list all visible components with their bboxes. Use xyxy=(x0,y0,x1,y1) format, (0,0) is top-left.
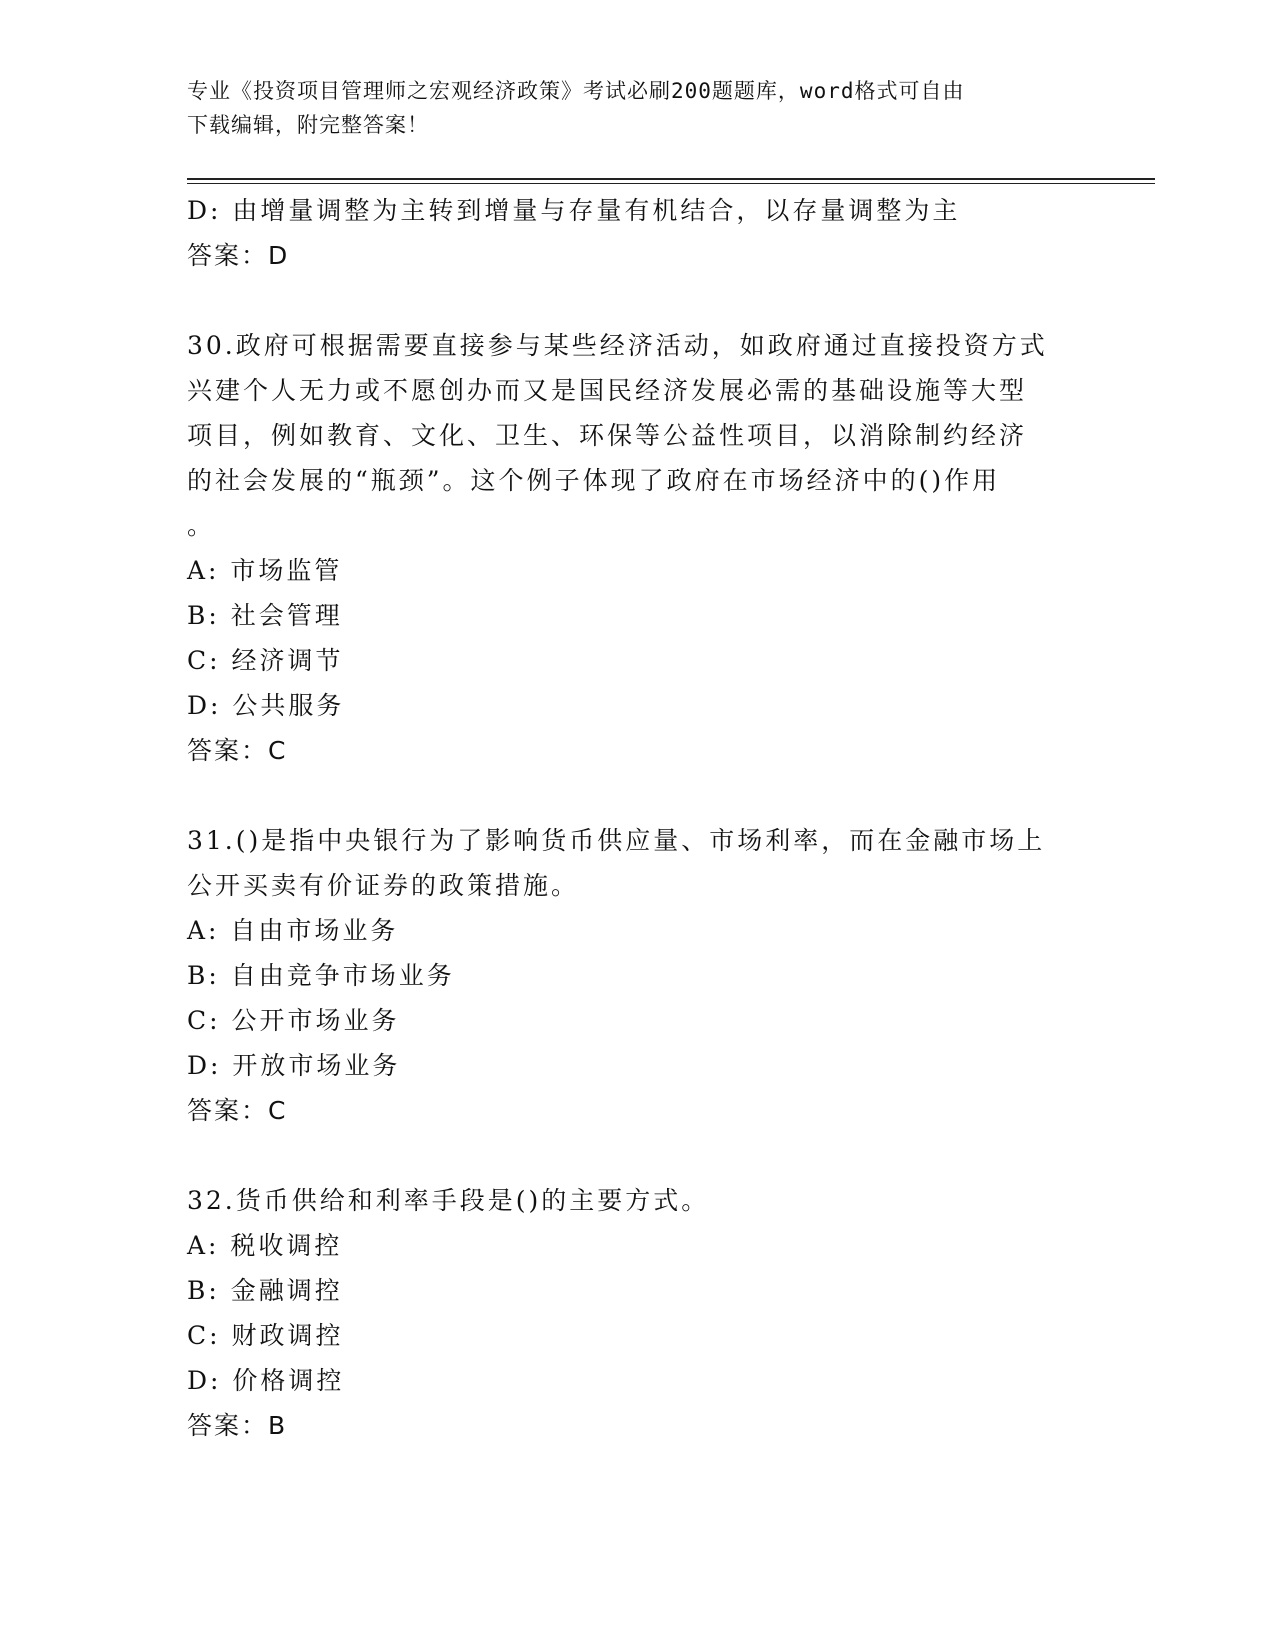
question-text-line: 的社会发展的“瓶颈”。这个例子体现了政府在市场经济中的()作用 xyxy=(187,466,1001,495)
document-header xyxy=(187,74,1067,142)
option-c: C: 经济调节 xyxy=(187,646,344,675)
header-line-2: 下载编辑，附完整答案！ xyxy=(187,113,429,137)
question-31 xyxy=(187,818,1087,1133)
option-a: A: 自由市场业务 xyxy=(187,916,399,945)
carryover-block xyxy=(187,188,1087,278)
option-b: B: 社会管理 xyxy=(187,601,343,630)
header-rule-thick xyxy=(187,178,1155,180)
question-text-line: 32.货币供给和利率手段是()的主要方式。 xyxy=(187,1186,710,1215)
header-line-1: 专业《投资项目管理师之宏观经济政策》考试必刷200题题库，word格式可自由 xyxy=(187,79,965,103)
spacer xyxy=(187,1133,1087,1178)
question-32 xyxy=(187,1178,1087,1448)
spacer xyxy=(187,278,1087,323)
question-text-line: 项目，例如教育、文化、卫生、环保等公益性项目，以消除制约经济 xyxy=(187,421,1028,450)
option-d: D: 价格调控 xyxy=(187,1366,345,1395)
question-30 xyxy=(187,323,1087,773)
option-d: D: 由增量调整为主转到增量与存量有机结合，以存量调整为主 xyxy=(187,196,961,225)
option-a: A: 市场监管 xyxy=(187,556,343,585)
header-rule-thin xyxy=(187,183,1155,184)
spacer xyxy=(187,773,1087,818)
answer-line: 答案：D xyxy=(187,241,290,270)
option-c: C: 财政调控 xyxy=(187,1321,344,1350)
option-d: D: 开放市场业务 xyxy=(187,1051,401,1080)
question-text-line: 兴建个人无力或不愿创办而又是国民经济发展必需的基础设施等大型 xyxy=(187,376,1028,405)
question-text-line: 公开买卖有价证券的政策措施。 xyxy=(187,871,580,900)
option-b: B: 金融调控 xyxy=(187,1276,343,1305)
option-d: D: 公共服务 xyxy=(187,691,345,720)
answer-line: 答案：B xyxy=(187,1411,288,1440)
question-text-line: 31.()是指中央银行为了影响货币供应量、市场利率，而在金融市场上 xyxy=(187,826,1046,855)
question-text-line: 30.政府可根据需要直接参与某些经济活动，如政府通过直接投资方式 xyxy=(187,331,1048,360)
question-text-line: 。 xyxy=(187,511,216,540)
option-b: B: 自由竞争市场业务 xyxy=(187,961,455,990)
answer-line: 答案：C xyxy=(187,1096,288,1125)
answer-line: 答案：C xyxy=(187,736,288,765)
option-a: A: 税收调控 xyxy=(187,1231,343,1260)
option-c: C: 公开市场业务 xyxy=(187,1006,400,1035)
document-body xyxy=(187,188,1087,1448)
